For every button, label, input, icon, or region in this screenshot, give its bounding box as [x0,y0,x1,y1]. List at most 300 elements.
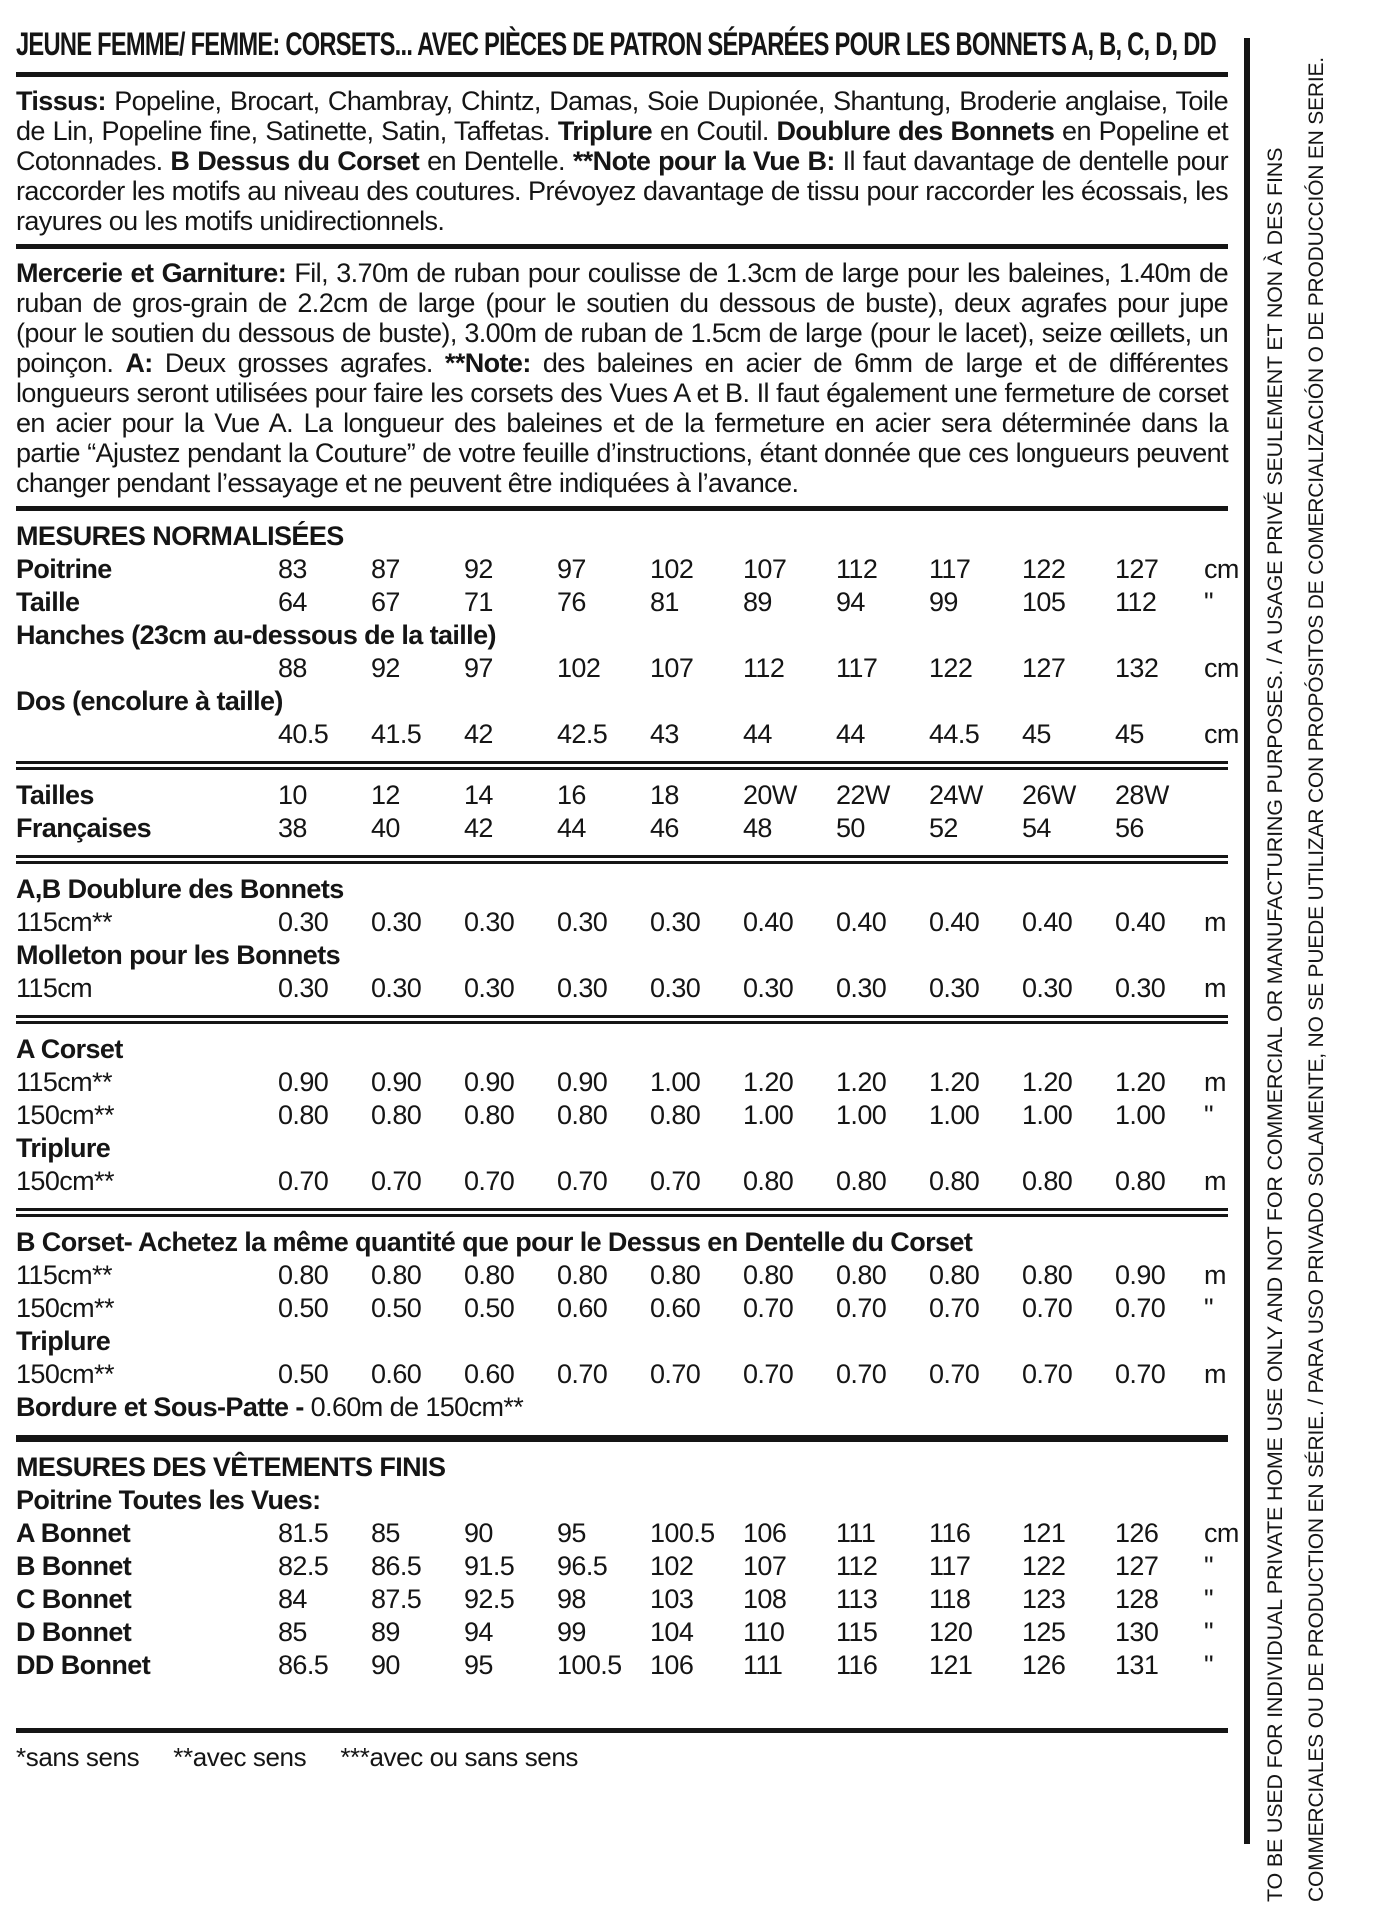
size-value-cell: 115 [836,1617,878,1647]
text-segment: des baleines en acier de 6mm de large et de différentes longueurs seront utilisées pour faire les corsets des Vues A et B. Il faut également une fermeture de corset en acier pour la Vue A. La longueur des baleines et de la fermeture en acier sera déterminée dans la partie “Ajustez pendant la Couture” de votre feuille d’instructions, étant donnée que ces longueurs peuvent changer pendant l’essayage et ne peuvent être indiquées à l’avance. [16,348,1228,498]
size-value-cell: 0.60 [371,1359,422,1389]
size-value-cell: 44 [836,719,865,749]
unit-cell [1194,812,1228,845]
size-value-cell: 45 [1115,719,1144,749]
table-section [16,1033,1228,1198]
size-value-cell: 83 [278,554,307,584]
size-value-cell: 0.80 [464,1260,515,1290]
row-label: Françaises [16,813,152,843]
row-label: B Bonnet [16,1551,132,1581]
size-value-cell: 1.20 [743,1067,794,1097]
size-value-cell: 0.70 [1115,1359,1166,1389]
unit-cell: cm [1204,1518,1239,1548]
size-value-cell: 103 [650,1584,694,1614]
size-value-cell: 71 [464,587,493,617]
divider [16,1728,1228,1733]
size-value-cell: 0.30 [1022,973,1073,1003]
size-value-cell: 0.80 [929,1166,980,1196]
size-value-cell: 1.00 [1022,1100,1073,1130]
size-value-cell: 50 [836,813,865,843]
size-value-cell: 85 [371,1518,400,1548]
size-value-cell: 0.30 [743,973,794,1003]
size-value-cell: 56 [1115,813,1144,843]
row-label: A Bonnet [16,1518,131,1548]
table-row [16,972,1228,1005]
size-value-cell: 120 [929,1617,973,1647]
size-value-cell: 0.30 [1115,973,1166,1003]
size-value-cell: 112 [743,653,785,683]
size-value-cell: 0.80 [557,1100,608,1130]
size-value-cell: 111 [743,1650,783,1680]
size-value-cell: 117 [929,554,971,584]
row-label: Poitrine [16,554,112,584]
size-value-cell: 126 [1022,1650,1066,1680]
size-value-cell: 1.20 [929,1067,980,1097]
size-value-cell: 117 [929,1551,971,1581]
size-value-cell: 89 [743,587,772,617]
table-row [16,718,1239,751]
size-value-cell: 122 [1022,554,1066,584]
bold-text-segment: Tissus: [16,86,115,116]
size-value-cell: 0.70 [929,1293,980,1323]
size-value-cell: 0.40 [836,907,887,937]
section-heading: Triplure [16,1133,111,1163]
size-value-cell: 90 [464,1518,493,1548]
row-label: C Bonnet [16,1584,132,1614]
size-value-cell: 0.70 [278,1166,329,1196]
table-row [16,812,1228,845]
unit-cell: cm [1204,554,1239,584]
size-value-cell: 0.80 [650,1260,701,1290]
size-value-cell: 22W [836,780,890,810]
size-value-cell: 113 [836,1584,878,1614]
size-value-cell: 126 [1115,1518,1159,1548]
size-value-cell: 102 [650,554,694,584]
table-row [16,779,1228,812]
size-value-cell: 52 [929,813,958,843]
size-value-cell: 0.30 [371,907,422,937]
size-value-cell: 1.00 [650,1067,701,1097]
size-value-cell: 0.60 [650,1293,701,1323]
size-value-cell: 0.80 [929,1260,980,1290]
table-section [16,779,1228,845]
size-value-cell: 102 [650,1551,694,1581]
size-value-cell: 0.70 [650,1359,701,1389]
size-value-cell: 0.80 [1115,1166,1166,1196]
size-value-cell: 92.5 [464,1584,515,1614]
size-value-cell: 99 [929,587,958,617]
size-value-cell: 1.00 [929,1100,980,1130]
size-value-cell: 0.80 [278,1100,329,1130]
size-value-cell: 0.50 [278,1359,329,1389]
size-value-cell: 110 [743,1617,785,1647]
row-label: Taille [16,587,80,617]
size-value-cell: 95 [557,1518,586,1548]
size-value-cell: 0.30 [464,907,515,937]
size-value-cell: 88 [278,653,307,683]
size-value-cell: 94 [836,587,865,617]
table-row [16,586,1228,619]
size-value-cell: 1.20 [836,1067,887,1097]
table-row [16,1066,1228,1099]
table-section [16,873,1228,1005]
row-label: Tailles [16,780,94,810]
size-value-cell: 42 [464,719,493,749]
row-label: 115cm** [16,1260,112,1290]
unit-cell: " [1204,1584,1213,1614]
size-value-cell: 0.70 [929,1359,980,1389]
size-value-cell: 0.30 [836,973,887,1003]
table-row [16,1099,1228,1132]
size-value-cell: 97 [557,554,586,584]
size-value-cell: 26W [1022,780,1076,810]
size-value-cell: 100.5 [557,1650,622,1680]
size-value-cell: 97 [464,653,493,683]
table-row [16,1292,1228,1325]
size-value-cell: 107 [743,1551,787,1581]
unit-cell: " [1204,1551,1213,1581]
size-value-cell: 40 [371,813,400,843]
size-value-cell: 92 [464,554,493,584]
size-value-cell: 67 [371,587,400,617]
size-value-cell: 1.00 [836,1100,887,1130]
size-value-cell: 44 [557,813,586,843]
size-value-cell: 0.30 [464,973,515,1003]
size-value-cell: 44.5 [929,719,980,749]
size-value-cell: 0.70 [836,1293,887,1323]
size-value-cell: 41.5 [371,719,422,749]
unit-cell: " [1204,1100,1213,1130]
size-value-cell: 84 [278,1584,307,1614]
size-value-cell: 117 [836,653,878,683]
size-value-cell: 81.5 [278,1518,329,1548]
section-heading: MESURES NORMALISÉES [16,521,344,551]
size-value-cell: 0.60 [464,1359,515,1389]
size-value-cell: 1.20 [1115,1067,1166,1097]
size-value-cell: 0.30 [557,907,608,937]
size-value-cell: 0.40 [929,907,980,937]
size-value-cell: 127 [1115,554,1159,584]
size-value-cell: 0.40 [1115,907,1166,937]
size-value-cell: 40.5 [278,719,329,749]
size-value-cell: 0.70 [557,1359,608,1389]
section-heading: Molleton pour les Bonnets [16,940,341,970]
size-value-cell: 104 [650,1617,694,1647]
size-value-cell: 10 [278,780,307,810]
size-value-cell: 0.80 [743,1166,794,1196]
size-value-cell: 127 [1115,1551,1159,1581]
size-value-cell: 122 [1022,1551,1066,1581]
unit-cell: m [1204,1260,1226,1290]
size-value-cell: 64 [278,587,307,617]
unit-cell: m [1204,1067,1226,1097]
section-heading: MESURES DES VÊTEMENTS FINIS [16,1452,446,1482]
size-value-cell: 121 [1022,1518,1066,1548]
size-value-cell: 0.30 [371,973,422,1003]
table-row [16,1259,1228,1292]
size-value-cell: 0.70 [836,1359,887,1389]
row-label: D Bonnet [16,1617,132,1647]
size-value-cell: 0.90 [278,1067,329,1097]
row-label: 115cm [16,973,93,1003]
text-segment: Il faut davantage de dentelle pour raccorder les motifs au niveau des coutures. Prévoyez davantage de tissu pour raccorder les écossais, les rayures ou les motifs unidirectionnels. [16,146,1229,236]
section-heading: Poitrine Toutes les Vues: [16,1485,321,1515]
size-value-cell: 0.30 [650,973,701,1003]
bold-text-segment: **Note pour la Vue B: [572,146,835,176]
size-value-cell: 0.90 [557,1067,608,1097]
section-heading: A Corset [16,1034,123,1064]
fabrics-paragraph [16,86,1228,236]
size-value-cell: 46 [650,813,679,843]
size-value-cell: 0.80 [836,1166,887,1196]
size-value-cell: 85 [278,1617,307,1647]
size-value-cell: 12 [371,780,400,810]
size-value-cell: 0.80 [1022,1260,1073,1290]
row-label: 115cm** [16,1067,112,1097]
notions-paragraph [16,258,1228,498]
size-value-cell: 111 [836,1518,876,1548]
size-value-cell: 112 [836,1551,878,1581]
size-value-cell: 112 [1115,587,1157,617]
size-value-cell: 102 [557,653,601,683]
size-value-cell: 0.40 [743,907,794,937]
table-row [16,1649,1228,1682]
table-row [16,906,1228,939]
table-row [16,1616,1228,1649]
row-label: DD Bonnet [16,1650,151,1680]
size-value-cell: 128 [1115,1584,1159,1614]
size-value-cell: 99 [557,1617,586,1647]
size-value-cell: 100.5 [650,1518,715,1548]
row-label: 115cm** [16,907,112,937]
size-value-cell: 0.30 [278,973,329,1003]
unit-cell: " [1204,1293,1213,1323]
table-row [16,652,1239,685]
size-value-cell: 20W [743,780,797,810]
size-value-cell: 0.80 [650,1100,701,1130]
section-divider [16,506,1228,511]
size-value-cell: 0.70 [464,1166,515,1196]
bold-text-segment: **Note: [444,348,531,378]
unit-cell: m [1204,973,1226,1003]
bold-text-segment: Mercerie et Garniture: [16,258,295,288]
unit-cell: m [1204,1166,1226,1196]
section-divider [16,1208,1228,1217]
main-column [16,24,1239,1772]
size-value-cell: 44 [743,719,772,749]
text-segment: en Popeline et Cotonnades. [16,116,1228,176]
unit-cell [1194,779,1228,812]
size-value-cell: 0.50 [278,1293,329,1323]
size-value-cell: 0.90 [371,1067,422,1097]
section-divider [16,761,1228,770]
unit-cell: " [1204,1650,1213,1680]
size-value-cell: 0.30 [929,973,980,1003]
table-row [16,1550,1228,1583]
license-text-french-spanish: COMMERCIALES OU DE PRODUCTION EN SÉRIE. / PARA USO PRIVADO SOLAMENTE, NO SE PUEDE UTILIZAR CON PROPÓSITOS DE COMERCIALIZACIÓN O DE PRODUCCIÓN EN SERIE. [1305,57,1328,1902]
row-label: 150cm** [16,1166,114,1196]
size-value-cell: 16 [557,780,586,810]
section-heading: Dos (encolure à taille) [16,686,283,716]
unit-cell: cm [1204,719,1239,749]
bold-text-segment: Bordure et Sous-Patte - [16,1392,311,1422]
size-value-cell: 0.70 [743,1359,794,1389]
table-section [16,1226,1228,1424]
table-row [16,1358,1228,1391]
size-value-cell: 1.00 [743,1100,794,1130]
size-value-cell: 38 [278,813,307,843]
size-value-cell: 18 [650,780,679,810]
section-heading: A,B Doublure des Bonnets [16,874,344,904]
size-value-cell: 0.70 [371,1166,422,1196]
unit-cell: " [1204,587,1213,617]
size-value-cell: 0.90 [1115,1260,1166,1290]
unit-cell: " [1204,1617,1213,1647]
license-text-english-french: TO BE USED FOR INDIVIDUAL PRIVATE HOME USE ONLY AND NOT FOR COMMERCIAL OR MANUFACTURING PURPOSES. / A USAGE PRIVÉ SEULEMENT ET NON À DES FINS [1263,147,1287,1902]
row-label: 150cm** [16,1293,114,1323]
size-value-cell: 0.30 [557,973,608,1003]
size-value-cell: 0.80 [371,1260,422,1290]
size-value-cell: 0.80 [371,1100,422,1130]
bold-text-segment: A: [125,348,153,378]
size-value-cell: 94 [464,1617,493,1647]
size-value-cell: 0.80 [557,1260,608,1290]
section-divider [16,1015,1228,1024]
section-heading: Triplure [16,1326,111,1356]
size-value-cell: 14 [464,780,493,810]
size-value-cell: 91.5 [464,1551,515,1581]
section-divider [16,1435,1228,1442]
table-section [16,1451,1239,1682]
section-heading: Hanches (23cm au-dessous de la taille) [16,620,496,650]
divider [16,244,1228,249]
unit-cell: m [1204,1359,1226,1389]
text-segment: Deux grosses agrafes. [152,348,445,378]
text-segment: Popeline, Brocart, Chambray, Chintz, Damas, Soie Dupionée, Shantung, Broderie anglaise, Toile de Lin, Popeline fine, Satinette, Satin, Taffetas. [16,86,1228,146]
size-value-cell: 48 [743,813,772,843]
size-value-cell: 106 [743,1518,787,1548]
size-value-cell: 90 [371,1650,400,1680]
size-value-cell: 127 [1022,653,1066,683]
size-value-cell: 54 [1022,813,1051,843]
size-value-cell: 0.60 [557,1293,608,1323]
bold-text-segment: B Dessus du Corset [170,146,420,176]
section-divider [16,855,1228,864]
size-value-cell: 87 [371,554,400,584]
table-row [16,1165,1228,1198]
table-row [16,553,1239,586]
size-value-cell: 123 [1022,1584,1066,1614]
size-value-cell: 0.40 [1022,907,1073,937]
size-value-cell: 45 [1022,719,1051,749]
size-value-cell: 89 [371,1617,400,1647]
size-value-cell: 0.80 [836,1260,887,1290]
grain-footnotes: *sans sens **avec sens ***avec ou sans sens [16,1742,579,1772]
size-value-cell: 82.5 [278,1551,329,1581]
row-label: 150cm** [16,1100,114,1130]
size-value-cell: 86.5 [371,1551,422,1581]
size-value-cell: 92 [371,653,400,683]
text-segment: Fil, 3.70m de ruban pour coulisse de 1.3cm de large pour les baleines, 1.40m de ruban de gros-grain de 2.2cm de large (pour le soutien du dessous de buste), deux agrafes pour jupe (pour le soutien du dessous de buste), 3.00m de ruban de 1.5cm de large (pour le lacet), seize œillets, un poinçon. [16,258,1228,378]
table-section [16,520,1239,751]
text-segment: en Dentelle. [419,146,573,176]
size-value-cell: 108 [743,1584,787,1614]
size-value-cell: 0.70 [650,1166,701,1196]
text-segment: 0.60m de 150cm** [310,1392,524,1422]
size-value-cell: 76 [557,587,586,617]
size-value-cell: 0.80 [278,1260,329,1290]
size-value-cell: 0.70 [1022,1359,1073,1389]
size-value-cell: 105 [1022,587,1066,617]
size-value-cell: 0.70 [1022,1293,1073,1323]
row-label: 150cm** [16,1359,114,1389]
size-value-cell: 81 [650,587,679,617]
size-value-cell: 0.80 [464,1100,515,1130]
size-value-cell: 42.5 [557,719,608,749]
bold-text-segment: Triplure [557,116,653,146]
size-value-cell: 0.30 [278,907,329,937]
size-value-cell: 42 [464,813,493,843]
row-label [16,718,264,751]
size-value-cell: 121 [929,1650,973,1680]
size-value-cell: 0.80 [743,1260,794,1290]
size-value-cell: 130 [1115,1617,1159,1647]
text-segment: en Coutil. [652,116,777,146]
size-value-cell: 116 [836,1650,878,1680]
size-value-cell: 0.80 [1022,1166,1073,1196]
row-label [16,652,264,685]
size-value-cell: 1.00 [1115,1100,1166,1130]
size-value-cell: 125 [1022,1617,1066,1647]
size-value-cell: 112 [836,554,878,584]
size-value-cell: 87.5 [371,1584,422,1614]
size-value-cell: 1.20 [1022,1067,1073,1097]
divider [16,72,1228,77]
unit-cell: cm [1204,653,1239,683]
size-value-cell: 116 [929,1518,971,1548]
size-value-cell: 28W [1115,780,1169,810]
size-value-cell: 24W [929,780,983,810]
measurement-tables [16,506,1239,1682]
size-value-cell: 43 [650,719,679,749]
size-value-cell: 122 [929,653,973,683]
size-value-cell: 131 [1115,1650,1159,1680]
size-value-cell: 0.70 [743,1293,794,1323]
size-value-cell: 0.90 [464,1067,515,1097]
size-value-cell: 0.50 [371,1293,422,1323]
size-value-cell: 118 [929,1584,971,1614]
unit-cell: m [1204,907,1226,937]
size-value-cell: 95 [464,1650,493,1680]
size-value-cell: 132 [1115,653,1159,683]
size-value-cell: 98 [557,1584,586,1614]
size-value-cell: 107 [650,653,694,683]
size-value-cell: 86.5 [278,1650,329,1680]
section-subheading [16,1391,1228,1424]
size-value-cell: 106 [650,1650,694,1680]
section-heading: B Corset- Achetez la même quantité que pour le Dessus en Dentelle du Corset [16,1227,973,1257]
bold-text-segment: Doublure des Bonnets [776,116,1055,146]
table-row [16,1583,1228,1616]
size-value-cell: 96.5 [557,1551,608,1581]
table-row [16,1517,1239,1550]
size-value-cell: 107 [743,554,787,584]
size-value-cell: 0.30 [650,907,701,937]
size-value-cell: 0.70 [557,1166,608,1196]
sidebar-divider [1244,38,1250,1844]
size-value-cell: 0.70 [1115,1293,1166,1323]
size-value-cell: 0.50 [464,1293,515,1323]
